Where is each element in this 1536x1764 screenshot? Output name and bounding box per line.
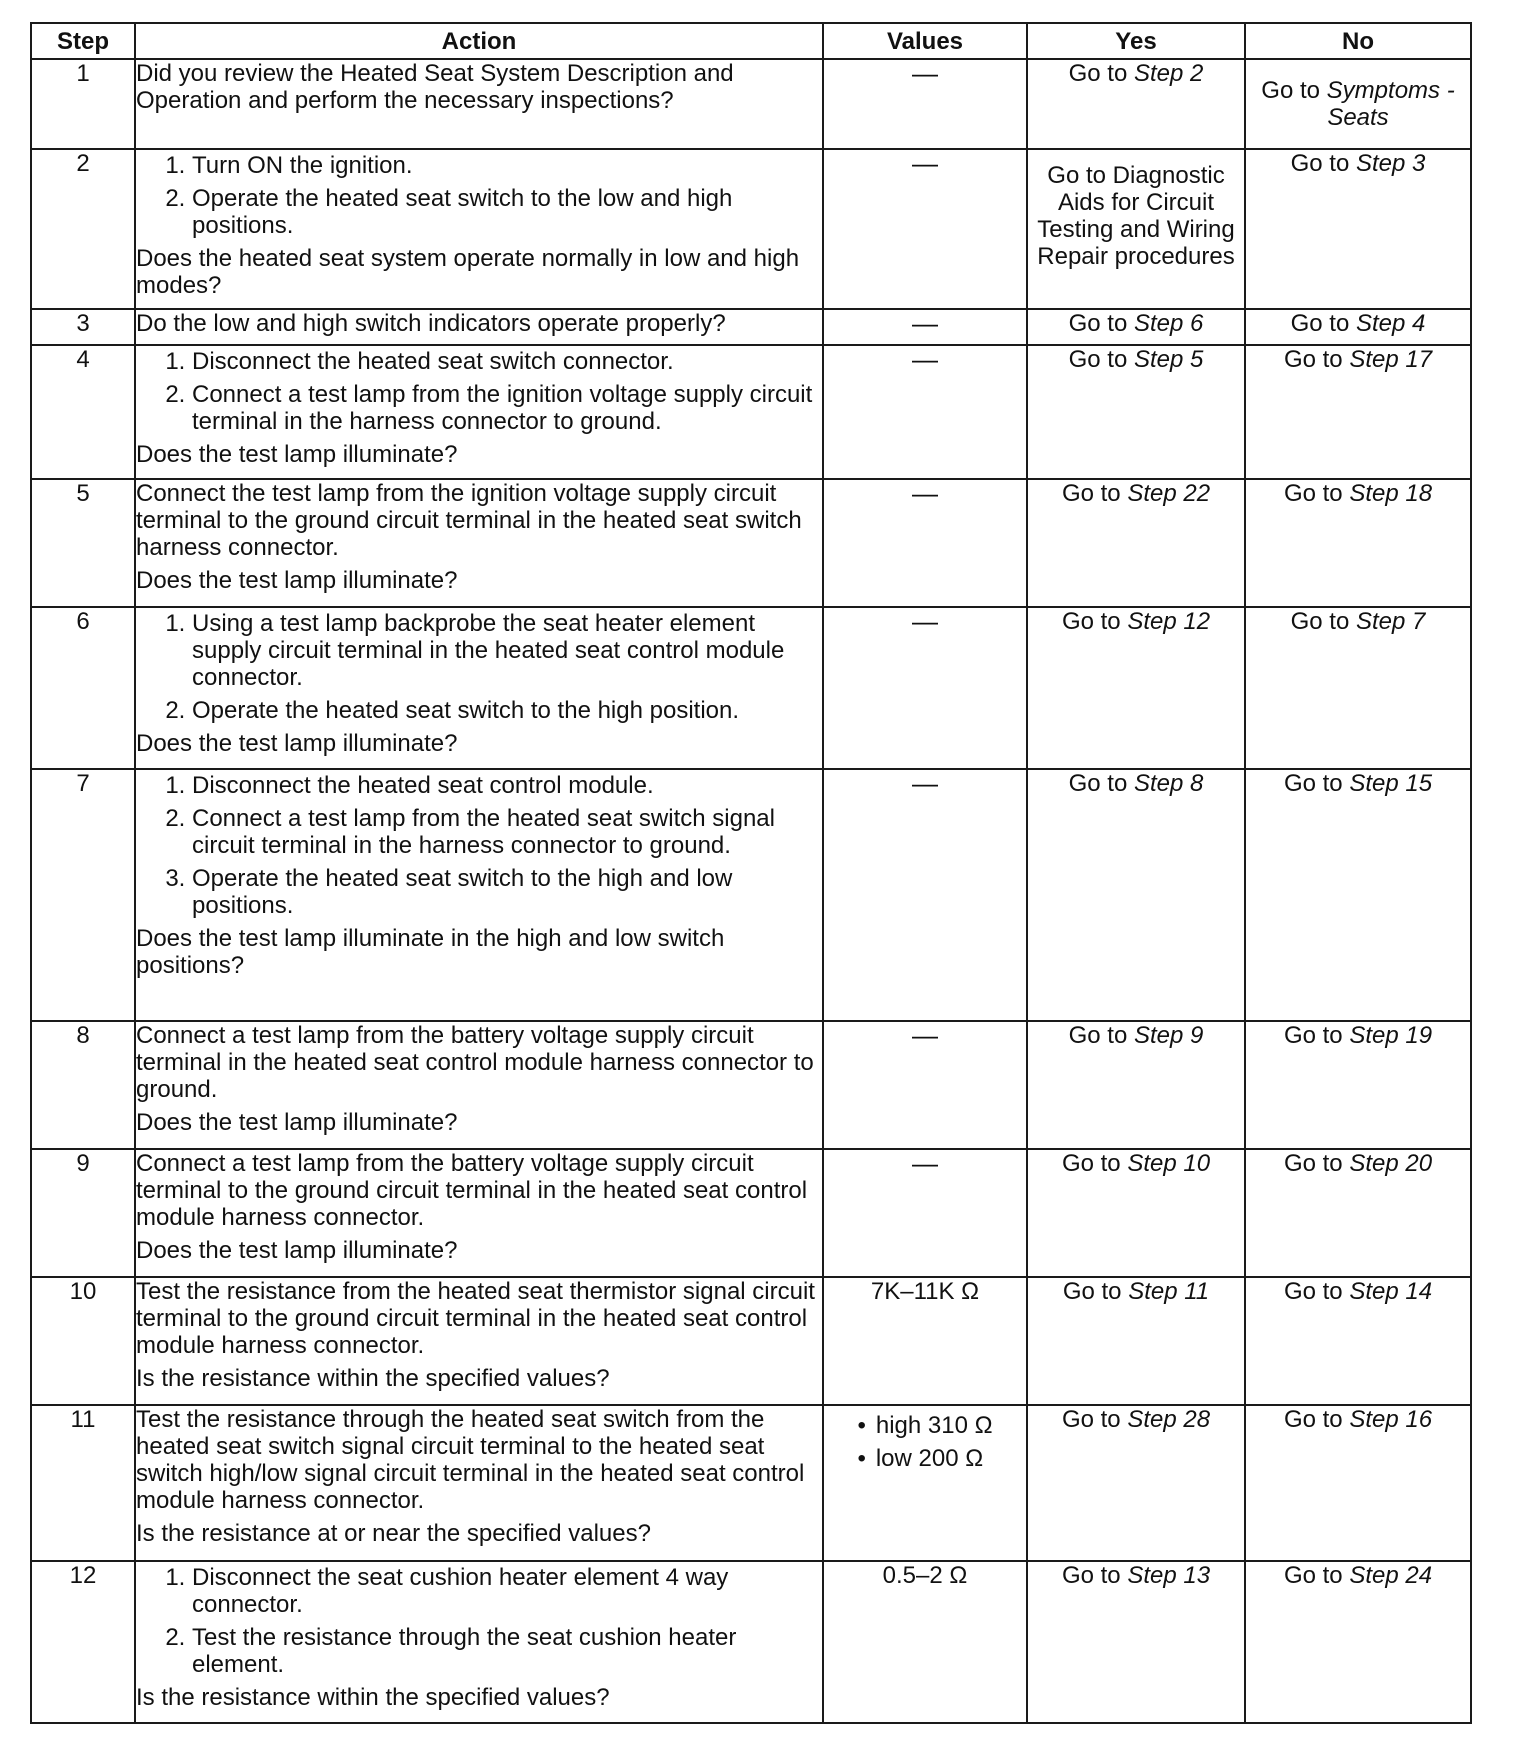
values-cell (823, 607, 1027, 769)
header-values: Values (823, 23, 1027, 59)
action-substeps (136, 1564, 822, 1678)
yes-link[interactable]: Go to Step 12 (1061, 608, 1211, 635)
no-cell (1245, 1149, 1471, 1277)
action-cell (135, 59, 823, 149)
header-yes: Yes (1027, 23, 1245, 59)
action-cell (135, 769, 823, 1021)
no-cell (1245, 1021, 1471, 1149)
no-link[interactable]: Go to Step 24 (1283, 1562, 1433, 1589)
substep: 2. Connect a test lamp from the ignition voltage supply circuit terminal in the harness connector to ground. (192, 381, 822, 435)
values-cell (823, 149, 1027, 309)
substep: 3. Operate the heated seat switch to the high and low positions. (192, 865, 822, 919)
table-row (31, 1277, 1471, 1405)
no-cell (1245, 149, 1471, 309)
no-link[interactable]: Go to Symptoms - Seats (1261, 77, 1455, 131)
yes-cell (1027, 149, 1245, 309)
yes-cell (1027, 1277, 1245, 1405)
action-question: Does the test lamp illuminate? (136, 1237, 458, 1264)
values-cell (823, 1021, 1027, 1149)
no-cell (1245, 479, 1471, 607)
table-row (31, 1149, 1471, 1277)
header-action: Action (135, 23, 823, 59)
action-cell (135, 1149, 823, 1277)
action-text: Did you review the Heated Seat System Description and Operation and perform the necessary inspections? (136, 60, 734, 114)
table-row (31, 1405, 1471, 1561)
table-row (31, 309, 1471, 345)
yes-link[interactable]: Go to Step 5 (1068, 346, 1204, 373)
action-text: Connect the test lamp from the ignition voltage supply circuit terminal to the ground circuit terminal in the heated seat switch harness connector. (136, 480, 802, 561)
step-number: 5 (31, 479, 135, 607)
action-text: Test the resistance through the heated seat switch from the heated seat switch signal circuit terminal to the heated seat switch high/low signal circuit terminal in the heated seat control module harness connector. (136, 1406, 805, 1514)
values-list (857, 1406, 992, 1478)
values-text: — (912, 148, 938, 178)
no-link[interactable]: Go to Step 17 (1283, 346, 1433, 373)
yes-cell (1027, 607, 1245, 769)
step-number: 11 (31, 1405, 135, 1561)
no-link[interactable]: Go to Step 4 (1290, 310, 1426, 337)
action-question: Is the resistance at or near the specified values? (136, 1520, 651, 1547)
values-cell (823, 345, 1027, 479)
header-step: Step (31, 23, 135, 59)
yes-cell (1027, 1021, 1245, 1149)
substep: 1. Disconnect the heated seat switch connector. (192, 348, 822, 375)
step-number: 12 (31, 1561, 135, 1723)
substep: 2. Connect a test lamp from the heated seat switch signal circuit terminal in the harness connector to ground. (192, 805, 822, 859)
yes-cell (1027, 1405, 1245, 1561)
values-text: — (912, 1148, 938, 1178)
yes-cell (1027, 479, 1245, 607)
substep: 2. Operate the heated seat switch to the high position. (192, 697, 822, 724)
action-cell (135, 345, 823, 479)
values-cell (823, 1277, 1027, 1405)
action-text: Do the low and high switch indicators operate properly? (136, 310, 726, 337)
no-link[interactable]: Go to Step 19 (1283, 1022, 1433, 1049)
action-cell (135, 309, 823, 345)
action-question: Does the test lamp illuminate? (136, 441, 458, 468)
values-text: 0.5–2 Ω (882, 1562, 968, 1589)
substep: 2. Operate the heated seat switch to the low and high positions. (192, 185, 822, 239)
action-question: Does the test lamp illuminate in the high and low switch positions? (136, 925, 725, 979)
no-cell (1245, 1277, 1471, 1405)
values-text: — (912, 606, 938, 636)
yes-link[interactable]: Go to Step 8 (1068, 770, 1204, 797)
values-text: 7K–11K Ω (870, 1278, 980, 1305)
no-link[interactable]: Go to Step 18 (1283, 480, 1433, 507)
no-cell (1245, 769, 1471, 1021)
values-text: — (912, 1020, 938, 1050)
step-number: 4 (31, 345, 135, 479)
yes-cell (1027, 769, 1245, 1021)
yes-cell (1027, 345, 1245, 479)
no-cell (1245, 607, 1471, 769)
table-row (31, 607, 1471, 769)
no-link[interactable]: Go to Step 14 (1283, 1278, 1433, 1305)
substep: 1. Using a test lamp backprobe the seat heater element supply circuit terminal in the heated seat control module connector. (192, 610, 822, 691)
action-substeps (136, 610, 822, 724)
table-row (31, 59, 1471, 149)
values-text: — (912, 344, 938, 374)
action-cell (135, 1561, 823, 1723)
values-text: — (912, 768, 938, 798)
action-cell (135, 607, 823, 769)
yes-cell (1027, 1561, 1245, 1723)
no-cell (1245, 345, 1471, 479)
no-cell (1245, 1561, 1471, 1723)
action-substeps (136, 152, 822, 239)
action-cell (135, 1277, 823, 1405)
step-number: 8 (31, 1021, 135, 1149)
table-row (31, 769, 1471, 1021)
values-text: — (912, 478, 938, 508)
action-question: Is the resistance within the specified values? (136, 1684, 610, 1711)
no-link[interactable]: Go to Step 7 (1290, 608, 1426, 635)
table-row (31, 1021, 1471, 1149)
table-row (31, 149, 1471, 309)
no-link[interactable]: Go to Step 15 (1283, 770, 1433, 797)
step-number: 1 (31, 59, 135, 149)
substep: 1. Disconnect the heated seat control module. (192, 772, 822, 799)
values-text: — (912, 308, 938, 338)
substep: 2. Test the resistance through the seat cushion heater element. (192, 1624, 822, 1678)
yes-link[interactable]: Go to Step 22 (1061, 480, 1211, 507)
no-cell (1245, 309, 1471, 345)
substep: 1. Turn ON the ignition. (192, 152, 822, 179)
values-cell (823, 769, 1027, 1021)
action-cell (135, 1021, 823, 1149)
values-cell (823, 1149, 1027, 1277)
action-question: Does the test lamp illuminate? (136, 730, 458, 757)
action-cell (135, 149, 823, 309)
substep: 1. Disconnect the seat cushion heater element 4 way connector. (192, 1564, 822, 1618)
diagnostic-table (30, 22, 1472, 1724)
action-substeps (136, 772, 822, 919)
yes-link[interactable]: Go to Step 9 (1068, 1022, 1204, 1049)
header-row (31, 23, 1471, 59)
yes-link[interactable]: Go to Step 10 (1061, 1150, 1211, 1177)
action-cell (135, 479, 823, 607)
step-number: 2 (31, 149, 135, 309)
no-link[interactable]: Go to Step 16 (1283, 1406, 1433, 1433)
action-cell (135, 1405, 823, 1561)
action-text: Test the resistance from the heated seat thermistor signal circuit terminal to the ground circuit terminal in the heated seat control module harness connector. (136, 1278, 815, 1359)
values-cell (823, 479, 1027, 607)
value-item: • low 200 Ω (857, 1445, 992, 1472)
values-cell (823, 309, 1027, 345)
values-cell (823, 1561, 1027, 1723)
values-cell (823, 1405, 1027, 1561)
yes-link[interactable]: Go to Step 6 (1068, 310, 1204, 337)
step-number: 9 (31, 1149, 135, 1277)
value-item: • high 310 Ω (857, 1412, 992, 1439)
no-link[interactable]: Go to Step 3 (1290, 150, 1426, 177)
yes-link[interactable]: Go to Diagnostic Aids for Circuit Testing and Wiring Repair procedures (1037, 162, 1235, 270)
action-text: Connect a test lamp from the battery voltage supply circuit terminal in the heated seat control module harness connector to ground. (136, 1022, 814, 1103)
values-cell (823, 59, 1027, 149)
yes-cell (1027, 59, 1245, 149)
yes-cell (1027, 1149, 1245, 1277)
action-question: Does the test lamp illuminate? (136, 1109, 458, 1136)
values-text: — (912, 58, 938, 88)
action-question: Is the resistance within the specified values? (136, 1365, 610, 1392)
yes-cell (1027, 309, 1245, 345)
yes-link[interactable]: Go to Step 28 (1061, 1406, 1211, 1433)
yes-link[interactable]: Go to Step 11 (1062, 1278, 1210, 1305)
no-cell (1245, 1405, 1471, 1561)
no-cell (1245, 59, 1471, 149)
step-number: 6 (31, 607, 135, 769)
action-question: Does the heated seat system operate normally in low and high modes? (136, 245, 800, 299)
yes-link[interactable]: Go to Step 13 (1061, 1562, 1211, 1589)
action-question: Does the test lamp illuminate? (136, 567, 458, 594)
yes-link[interactable]: Go to Step 2 (1068, 60, 1204, 87)
header-no: No (1245, 23, 1471, 59)
step-number: 7 (31, 769, 135, 1021)
action-substeps (136, 348, 822, 435)
table-row (31, 479, 1471, 607)
no-link[interactable]: Go to Step 20 (1283, 1150, 1433, 1177)
step-number: 3 (31, 309, 135, 345)
table-row (31, 345, 1471, 479)
action-text: Connect a test lamp from the battery voltage supply circuit terminal to the ground circuit terminal in the heated seat control module harness connector. (136, 1150, 808, 1231)
table-row (31, 1561, 1471, 1723)
step-number: 10 (31, 1277, 135, 1405)
